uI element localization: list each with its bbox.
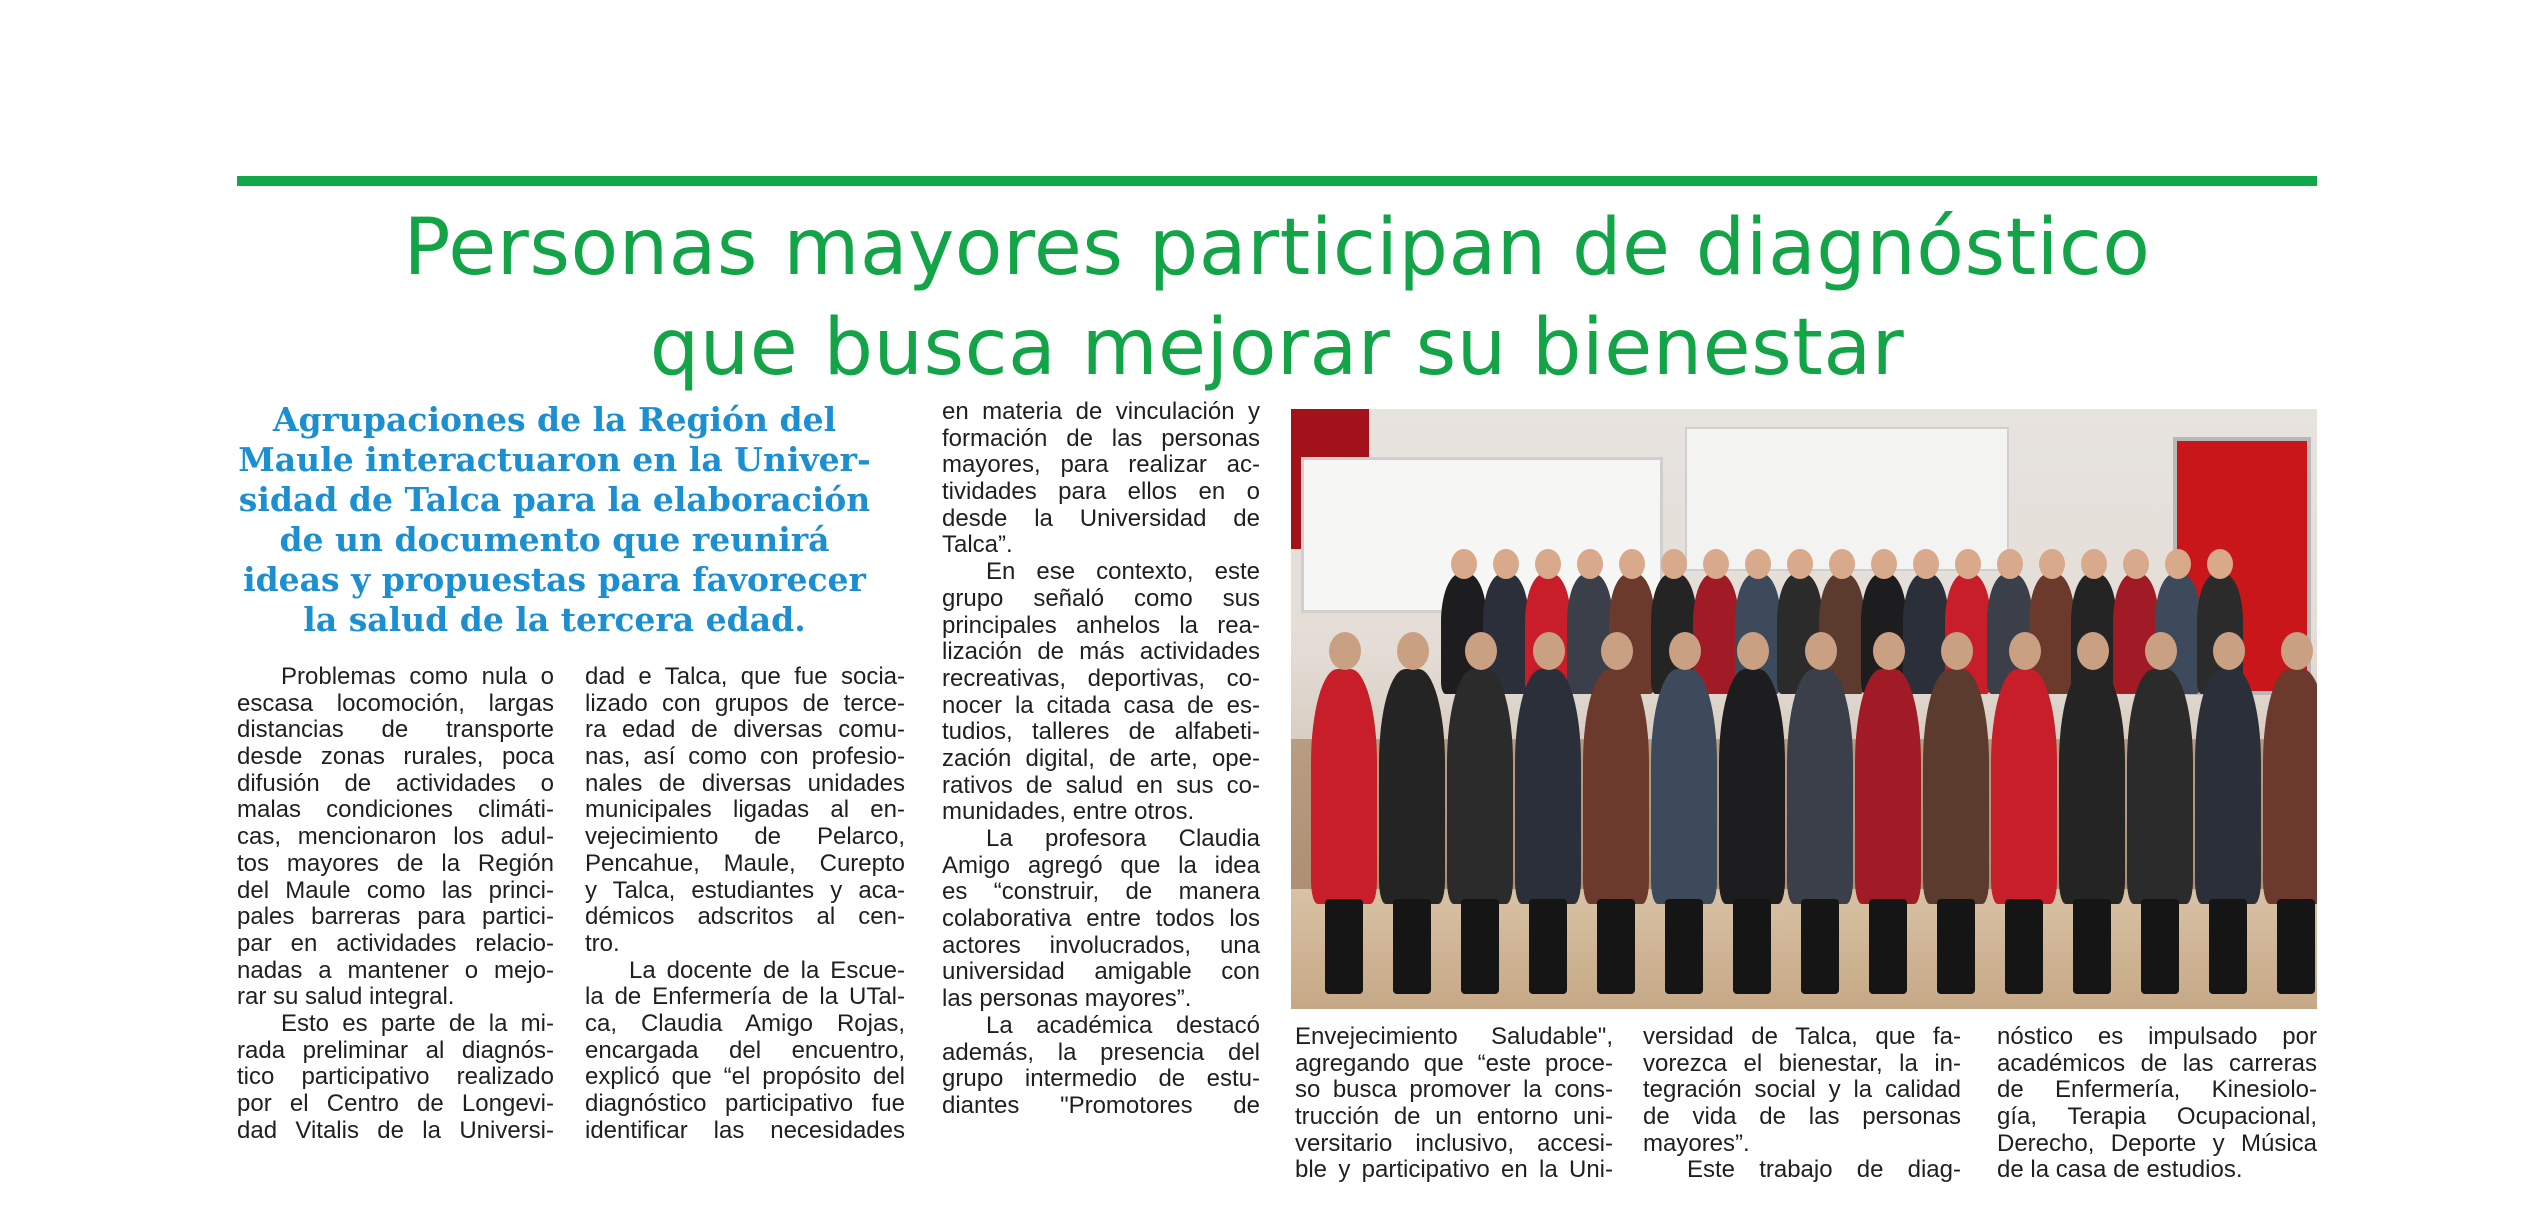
deck-subheading xyxy=(237,400,872,640)
text-line: desde la Universidad de xyxy=(942,504,1260,532)
text-line: en materia de vinculación y xyxy=(942,398,1260,425)
text-line: identificar las necesidades xyxy=(585,1116,905,1144)
text-line: mayores, para realizar ac- xyxy=(942,451,1260,479)
text-line: es “construir, de manera xyxy=(942,878,1260,906)
text-line: démicos adscritos al cen- xyxy=(585,903,905,931)
text-line: tudios, talleres de alfabeti- xyxy=(942,718,1260,746)
text-line: ble y participativo en la Uni- xyxy=(1295,1156,1613,1184)
text-line: la de Enfermería de la UTal- xyxy=(585,983,905,1011)
body-column-2 xyxy=(585,664,905,1144)
text-line: formación de las personas xyxy=(942,424,1260,452)
text-line: vorezca el bienestar, la in- xyxy=(1643,1049,1961,1077)
text-line: La profesora Claudia xyxy=(986,825,1260,852)
text-line: del Maule como las princi- xyxy=(237,876,554,904)
text-line: so busca promover la cons- xyxy=(1295,1076,1613,1104)
text-line: municipales ligadas al en- xyxy=(585,796,905,824)
text-line: trucción de un entorno uni- xyxy=(1295,1103,1613,1131)
text-line: explicó que “el propósito del xyxy=(585,1063,905,1091)
text-line: de vida de las personas xyxy=(1643,1103,1961,1131)
body-column-1 xyxy=(237,664,554,1144)
text-line: nales de diversas unidades xyxy=(585,769,905,797)
text-line: tos mayores de la Región xyxy=(237,849,554,877)
text-line: dad e Talca, que fue socia- xyxy=(585,663,905,690)
deck-line: Agrupaciones de la Región del xyxy=(272,400,837,439)
text-line: Derecho, Deporte y Música xyxy=(1997,1129,2317,1157)
text-line: diagnóstico participativo fue xyxy=(585,1090,905,1117)
text-line: Este trabajo de diag- xyxy=(1687,1156,1961,1184)
text-line: cas, mencionaron los adul- xyxy=(237,823,554,851)
text-line: además, la presencia del xyxy=(942,1038,1260,1066)
headline-line-2: que busca mejorar su bienestar xyxy=(649,303,1905,393)
text-line: distancias de transporte xyxy=(237,716,554,744)
text-line: colaborativa entre todos los xyxy=(942,905,1260,933)
text-line: grupo señaló como sus xyxy=(942,584,1260,612)
text-line: nadas a mantener o mejo- xyxy=(237,956,554,984)
deck-line: de un documento que reunirá xyxy=(279,520,830,559)
text-line: versidad de Talca, que fa- xyxy=(1643,1023,1961,1050)
text-line: universidad amigable con xyxy=(942,958,1260,986)
text-line: académicos de las carreras xyxy=(1997,1049,2317,1077)
body-column-3 xyxy=(942,399,1260,1120)
text-line: versitario inclusivo, accesi- xyxy=(1295,1129,1613,1157)
text-line: dad Vitalis de la Universi- xyxy=(237,1116,554,1144)
headline-line-1: Personas mayores participan de diagnóstico xyxy=(403,203,2151,293)
body-column-4 xyxy=(1295,1024,1613,1184)
text-line: En ese contexto, este xyxy=(986,558,1260,586)
deck-line: la salud de la tercera edad. xyxy=(303,600,806,639)
text-line: par en actividades relacio- xyxy=(237,929,554,957)
text-line: de la casa de estudios. xyxy=(1997,1156,2243,1184)
deck-line: sidad de Talca para la elaboración xyxy=(238,480,871,519)
text-line: difusión de actividades o xyxy=(237,769,554,797)
text-line: nocer la citada casa de es- xyxy=(942,691,1260,719)
text-line: La académica destacó xyxy=(986,1011,1260,1039)
text-line: tico participativo realizado xyxy=(237,1063,554,1091)
text-line: zación digital, de arte, ope- xyxy=(942,744,1260,772)
body-column-6 xyxy=(1997,1024,2317,1184)
text-line: ra edad de diversas comu- xyxy=(585,716,905,744)
text-line: rar su salud integral. xyxy=(237,983,455,1011)
text-line: tividades para ellos en o xyxy=(942,478,1260,506)
text-line: Amigo agregó que la idea xyxy=(942,851,1260,879)
text-line: escasa locomoción, largas xyxy=(237,689,554,717)
text-line: por el Centro de Longevi- xyxy=(237,1090,554,1117)
text-line: diantes "Promotores de xyxy=(942,1091,1260,1119)
text-line: lizado con grupos de terce- xyxy=(585,689,905,717)
text-line: rativos de salud en sus co- xyxy=(942,771,1260,799)
text-line: Problemas como nula o xyxy=(281,663,554,690)
text-line: actores involucrados, una xyxy=(942,931,1260,959)
text-line: de Enfermería, Kinesiolo- xyxy=(1997,1076,2317,1104)
text-line: ca, Claudia Amigo Rojas, xyxy=(585,1009,905,1037)
text-line: La docente de la Escue- xyxy=(629,956,905,984)
header-rule xyxy=(237,176,2317,186)
text-line: recreativas, deportivas, co- xyxy=(942,664,1260,692)
deck-line: Maule interactuaron en la Univer- xyxy=(238,440,871,479)
text-line: nóstico es impulsado por xyxy=(1997,1023,2317,1050)
text-line: tegración social y la calidad xyxy=(1643,1076,1961,1104)
text-line: lización de más actividades xyxy=(942,638,1260,666)
text-line: grupo intermedio de estu- xyxy=(942,1065,1260,1093)
text-line: Pencahue, Maule, Curepto xyxy=(585,849,905,877)
text-line: pales barreras para partici- xyxy=(237,903,554,931)
text-line: Talca”. xyxy=(942,531,1013,559)
text-line: agregando que “este proce- xyxy=(1295,1049,1613,1077)
text-line: tro. xyxy=(585,929,620,957)
deck-line: ideas y propuestas para favorecer xyxy=(243,560,866,599)
text-line: nas, así como con profesio- xyxy=(585,743,905,771)
photo-crowd xyxy=(1291,504,2317,1009)
text-line: y Talca, estudiantes y aca- xyxy=(585,876,905,904)
body-column-5 xyxy=(1643,1024,1961,1184)
text-line: vejecimiento de Pelarco, xyxy=(585,823,905,851)
group-photo xyxy=(1291,409,2317,1009)
text-line: rada preliminar al diagnós- xyxy=(237,1036,554,1064)
text-line: las personas mayores”. xyxy=(942,985,1192,1013)
headline xyxy=(237,198,2317,398)
text-line: gía, Terapia Ocupacional, xyxy=(1997,1103,2317,1131)
text-line: mayores”. xyxy=(1643,1129,1750,1157)
text-line: Envejecimiento Saludable", xyxy=(1295,1023,1613,1050)
text-line: munidades, entre otros. xyxy=(942,798,1195,826)
text-line: principales anhelos la rea- xyxy=(942,611,1260,639)
text-line: desde zonas rurales, poca xyxy=(237,743,554,771)
text-line: Esto es parte de la mi- xyxy=(281,1009,554,1037)
text-line: encargada del encuentro, xyxy=(585,1036,905,1064)
text-line: malas condiciones climáti- xyxy=(237,796,554,824)
